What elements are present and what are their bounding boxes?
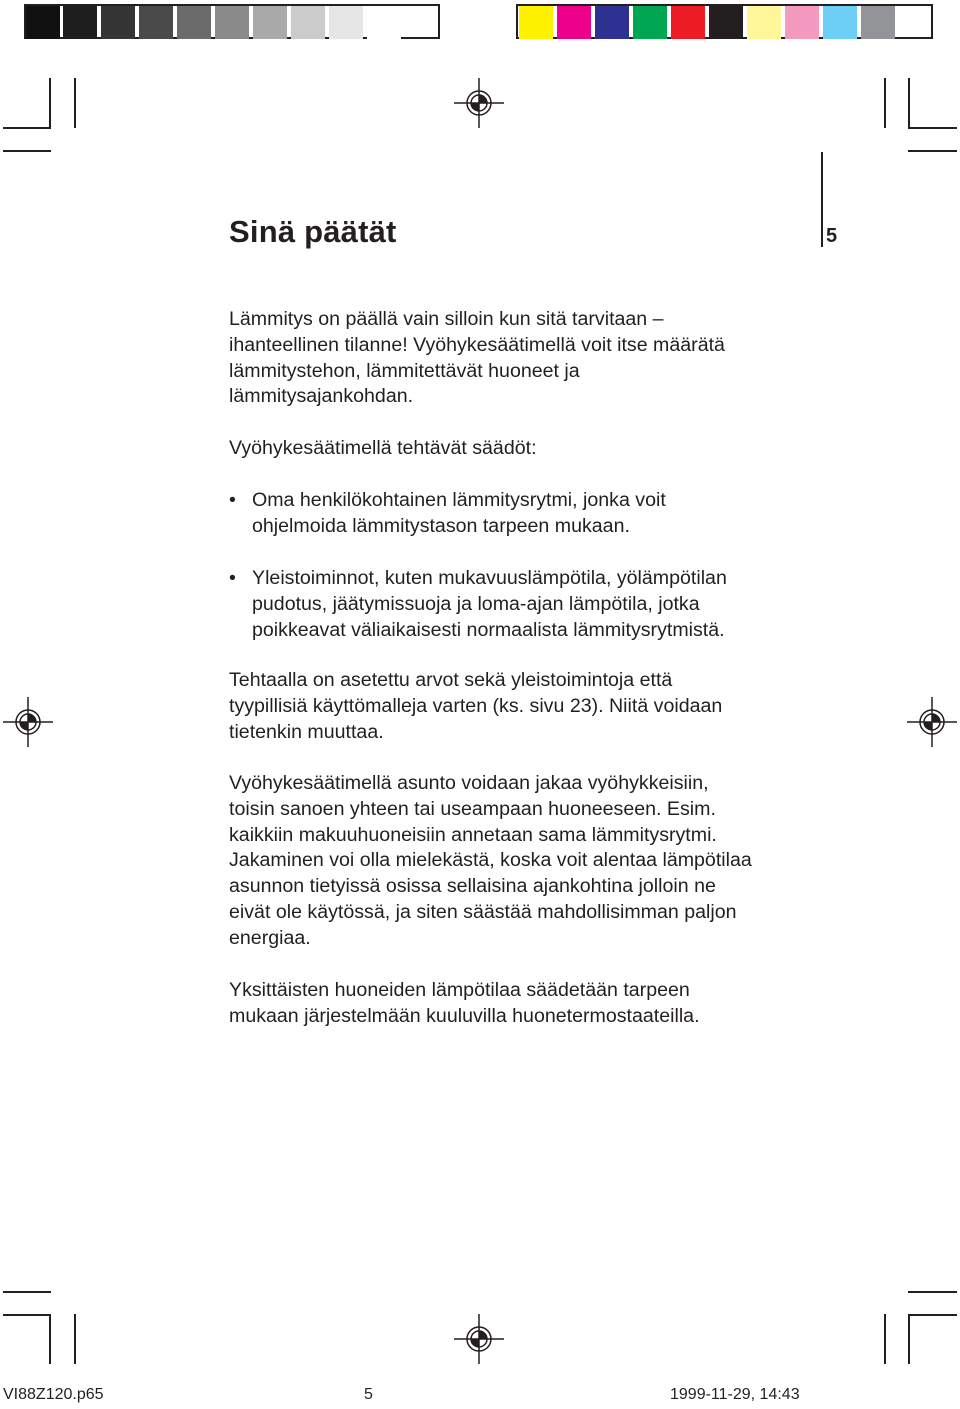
footer-file-name: VI88Z120.p65 bbox=[3, 1386, 104, 1403]
gray-swatch bbox=[367, 6, 401, 39]
registration-mark-icon bbox=[907, 697, 957, 747]
color-swatch bbox=[861, 6, 895, 39]
color-swatch bbox=[557, 6, 591, 39]
color-swatch bbox=[709, 6, 743, 39]
crop-mark bbox=[908, 1314, 910, 1364]
gray-swatch bbox=[101, 6, 135, 39]
crop-mark bbox=[908, 78, 910, 128]
crop-mark bbox=[3, 127, 51, 129]
crop-mark bbox=[3, 1314, 51, 1316]
gray-swatch bbox=[139, 6, 173, 39]
crop-mark bbox=[3, 1291, 51, 1293]
bullet-text: Yleistoiminnot, kuten mukavuuslämpötila, yölämpötilan pudotus, jäätymissuoja ja loma-ajan lämpötila, jotka poikkeavat väliaikaisesti normaalista lämmitysrytmistä. bbox=[252, 567, 727, 641]
bullet-text: Oma henkilökohtainen lämmitysrytmi, jonka voit ohjelmoida lämmitystason tarpeen mukaan. bbox=[252, 489, 666, 537]
bullet-dot: • bbox=[229, 567, 236, 589]
color-swatch bbox=[747, 6, 781, 39]
crop-mark bbox=[908, 127, 957, 129]
color-swatch bbox=[785, 6, 819, 39]
crop-mark bbox=[884, 1314, 886, 1364]
gray-swatch bbox=[215, 6, 249, 39]
list-item bbox=[229, 488, 869, 540]
zones-paragraph: Vyöhykesäätimellä asunto voidaan jakaa vyöhykkeisiin, toisin sanoen yhteen tai useampaan huoneeseen. Esim. kaikkiin makuuhuoneisiin annetaan sama lämmitysrytmi. Jakaminen voi olla mielekästä, koska voit alentaa lämpötilaa asunnon tietyissä osissa sellaisina ajankohtina jolloin ne eivät ole käytössä, ja siten säästää mahdollisimman paljon energiaa. bbox=[229, 772, 752, 949]
crop-mark bbox=[908, 1291, 957, 1293]
header-divider bbox=[821, 152, 823, 247]
gray-swatch bbox=[177, 6, 211, 39]
registration-mark-icon bbox=[454, 78, 504, 128]
page-title: Sinä päätät bbox=[229, 214, 397, 249]
color-swatch bbox=[595, 6, 629, 39]
list-item bbox=[229, 566, 869, 643]
footer-timestamp: 1999-11-29, 14:43 bbox=[670, 1386, 800, 1403]
crop-mark bbox=[74, 78, 76, 128]
crop-mark bbox=[908, 150, 957, 152]
page-number: 5 bbox=[826, 225, 838, 247]
bullet-dot: • bbox=[229, 489, 236, 511]
color-swatch bbox=[633, 6, 667, 39]
gray-swatch bbox=[253, 6, 287, 39]
color-swatch bbox=[519, 6, 553, 39]
crop-mark bbox=[49, 78, 51, 128]
gray-swatch bbox=[26, 6, 60, 39]
room-thermostats-paragraph: Yksittäisten huoneiden lämpötilaa säädetään tarpeen mukaan järjestelmään kuuluvilla huonetermostaateilla. bbox=[229, 979, 700, 1027]
footer-page: 5 bbox=[364, 1386, 373, 1403]
gray-swatch bbox=[329, 6, 363, 39]
registration-mark-icon bbox=[454, 1314, 504, 1364]
settings-heading: Vyöhykesäätimellä tehtävät säädöt: bbox=[229, 437, 537, 459]
intro-paragraph: Lämmitys on päällä vain silloin kun sitä tarvitaan – ihanteellinen tilanne! Vyöhykesäätimellä voit itse määrätä lämmitystehon, lämmitettävät huoneet ja lämmitysajankohdan. bbox=[229, 308, 725, 408]
color-swatch bbox=[671, 6, 705, 39]
crop-mark bbox=[74, 1314, 76, 1364]
registration-mark-icon bbox=[3, 697, 53, 747]
gray-swatch bbox=[291, 6, 325, 39]
gray-swatch bbox=[63, 6, 97, 39]
crop-mark bbox=[49, 1314, 51, 1364]
factory-settings-paragraph: Tehtaalla on asetettu arvot sekä yleistoimintoja että tyypillisiä käyttömalleja varten (ks. sivu 23). Niitä voidaan tietenkin muuttaa. bbox=[229, 669, 723, 743]
crop-mark bbox=[884, 78, 886, 128]
color-swatch bbox=[823, 6, 857, 39]
crop-mark bbox=[908, 1314, 957, 1316]
crop-mark bbox=[3, 150, 51, 152]
